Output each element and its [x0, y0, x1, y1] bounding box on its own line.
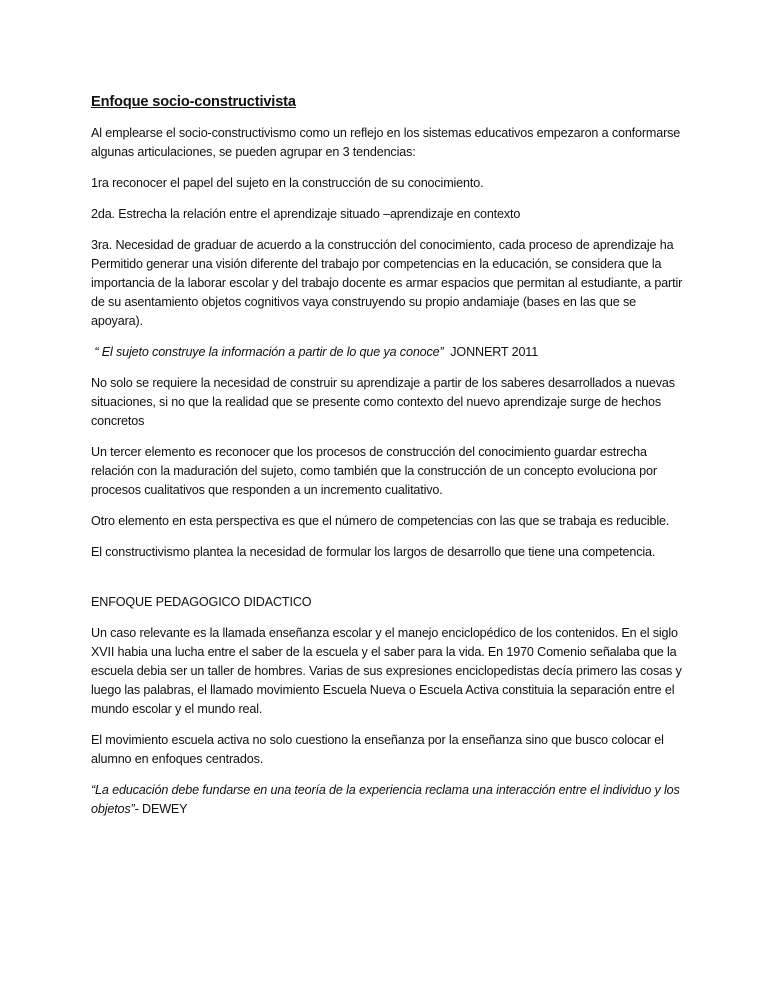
quote-2-author: - DEWEY: [134, 802, 188, 816]
caso-relevante-paragraph: Un caso relevante es la llamada enseñanza escolar y el manejo enciclopédico de los contenidos. En el siglo XVII habia una lucha entre el saber de la escuela y el saber para la vida. En 1970 Comenio señalaba que la escuela debia ser un taller de hombres. Varias de sus expresiones enciclopedistas decía primero las cosas y luego las palabras, el llamado movimiento Escuela Nueva o Escuela Activa constituia la separación entre el mundo escolar y el mundo real.: [91, 626, 682, 716]
quote-2-text: “La educación debe fundarse en una teoría de la experiencia reclama una interacción entre el individuo y los objetos”: [91, 783, 680, 816]
document-title: Enfoque socio-constructivista: [91, 94, 296, 110]
document-page: [91, 92, 683, 831]
section-spacer: [91, 574, 683, 593]
tercer-elemento-paragraph: Un tercer elemento es reconocer que los procesos de construcción del conocimiento guardar estrecha relación con la maduración del sujeto, como también que la construcción de un concepto evoluciona por procesos cualitativos que responden a un incremento cualitativo.: [91, 445, 657, 497]
trend-1-paragraph: 1ra reconocer el papel del sujeto en la construcción de su conocimiento.: [91, 176, 484, 190]
constructivismo-paragraph: El constructivismo plantea la necesidad de formular los largos de desarrollo que tiene una competencia.: [91, 545, 656, 559]
quote-1-text: “ El sujeto construye la información a partir de lo que ya conoce”: [94, 345, 444, 359]
quote-2-paragraph: [91, 781, 683, 819]
trend-2-paragraph: 2da. Estrecha la relación entre el aprendizaje situado –aprendizaje en contexto: [91, 207, 521, 221]
intro-paragraph: Al emplearse el socio-constructivismo como un reflejo en los sistemas educativos empezaron a conformarse algunas articulaciones, se pueden agrupar en 3 tendencias:: [91, 126, 681, 159]
movimiento-paragraph: El movimiento escuela activa no solo cuestiono la enseñanza por la enseñanza sino que busco colocar el alumno en enfoques centrados.: [91, 733, 664, 766]
quote-1-author: JONNERT 2011: [450, 345, 539, 359]
otro-elemento-paragraph: Otro elemento en esta perspectiva es que el número de competencias con las que se trabaja es reducible.: [91, 514, 670, 528]
no-solo-paragraph: No solo se requiere la necesidad de construir su aprendizaje a partir de los saberes desarrollados a nuevas situaciones, si no que la realidad que se presente como contexto del nuevo aprendizaje surge de hechos concretos: [91, 376, 675, 428]
section-2-heading: ENFOQUE PEDAGOGICO DIDACTICO: [91, 595, 312, 609]
trend-3-paragraph: 3ra. Necesidad de graduar de acuerdo a la construcción del conocimiento, cada proceso de aprendizaje ha Permitido generar una visión diferente del trabajo por competencias en la educación, se considera que la importancia de la laborar escolar y del trabajo docente es armar espacios que permitan al estudiante, a partir de su asentamiento objetos cognitivos vaya construyendo su propio andamiaje (bases en las que se apoyara).: [91, 238, 683, 328]
quote-1-paragraph: [91, 343, 683, 362]
